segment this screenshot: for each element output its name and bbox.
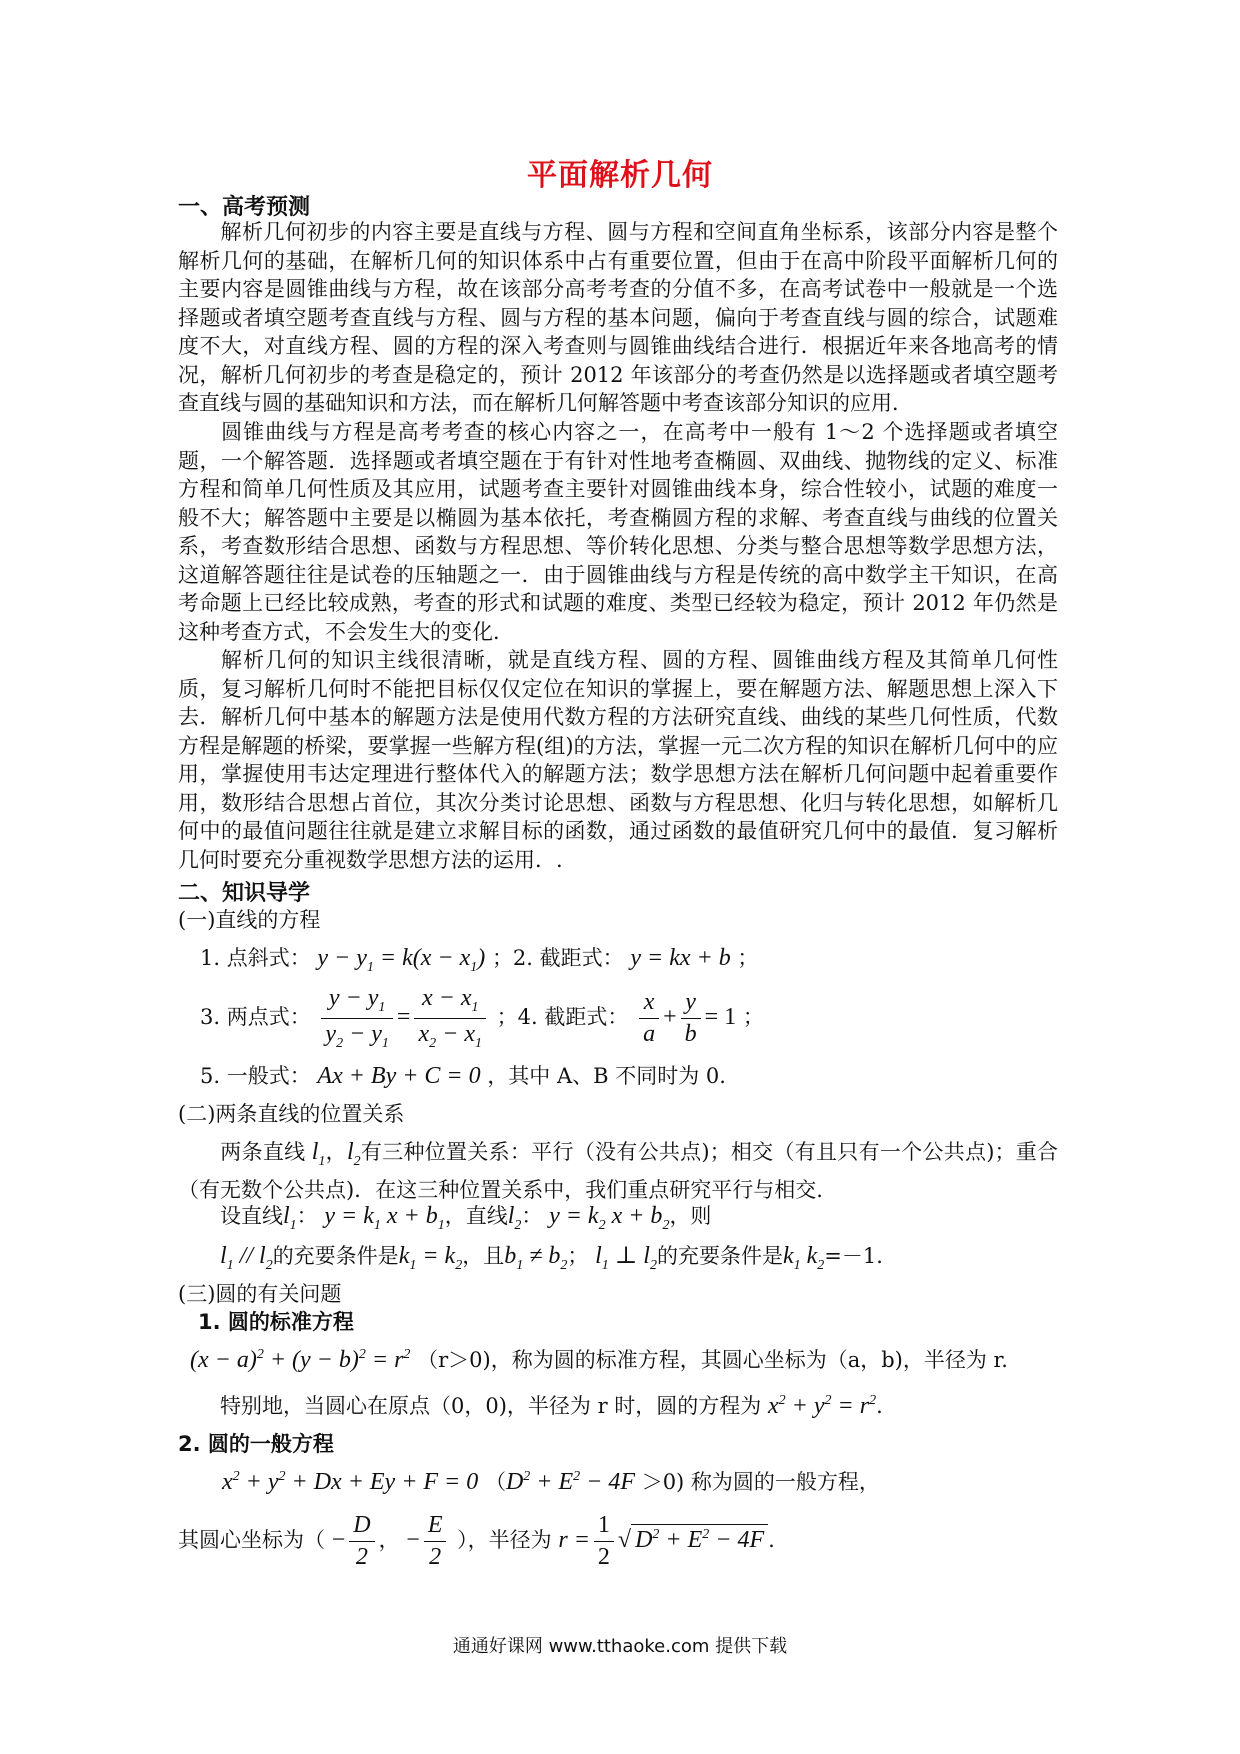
intercept-x-fraction: $\frac{x}{a}$ bbox=[639, 989, 659, 1048]
formula-row-2: 3. 两点式： $\frac{y - y_1}{y_2 - y_1}$ = $\frac{x - x_1}{x_2 - x_1}$ ；4. 截距式： $\frac{x}{a}$ + $\frac{y}{b}$ = 1 ； bbox=[200, 985, 764, 1051]
heading-general-circle: 2. 圆的一般方程 bbox=[178, 1432, 334, 1456]
general-form-formula: Ax + By + C = 0 bbox=[317, 1063, 481, 1089]
paragraph-2: 圆锥曲线与方程是高考考查的核心内容之一，在高考中一般有 1～2 个选择题或者填空题，一个解答题．选择题或者填空题在于有针对性地考查椭圆、双曲线、抛物线的定义、标准方程和简单几何性质及其应用，试题考查主要针对圆锥曲线本身，综合性较小，试题的难度一般不大；解答题中主要是以椭圆为基本依托，考查椭圆方程的求解、考查直线与曲线的位置关系，考查数形结合思想、函数与方程思想、等价转化思想、分类与整合思想等数学思想方法，这道解答题往往是试卷的压轴题之一．由于圆锥曲线与方程是传统的高中数学主干知识，在高考命题上已经比较成熟，考查的形式和试题的难度、类型已经较为稳定，预计 2012 年仍然是这种考查方式，不会发生大的变化． bbox=[178, 420, 1058, 644]
point-slope-formula: $y - y_1 = k(x - x_1)$ bbox=[317, 945, 486, 975]
section-heading-knowledge: 二、知识导学 bbox=[178, 881, 311, 906]
general-circle-row: $x^2 + y^2 + Dx + Ey + F = 0$ $(D^2 + E^2 - 4F >0)$ 称为圆的一般方程， bbox=[222, 1469, 880, 1495]
subheading-circle: (三)圆的有关问题 bbox=[178, 1282, 342, 1306]
two-point-formula-left: $\frac{y - y_1}{y_2 - y_1}$ bbox=[321, 985, 393, 1052]
origin-circle-formula: $x^2 + y^2 = r^2$ bbox=[768, 1393, 877, 1419]
standard-circle-row: $(x - a)^2 + (y - b)^2 = r^2$ （r＞0)，称为圆的标准方程，其圆心坐标为（a，b)，半径为 r. bbox=[190, 1347, 1008, 1373]
formula-row-1: 1. 点斜式： $y - y_1 = k(x - x_1)$ ；2. 截距式： y = kx + b ； bbox=[200, 945, 759, 975]
footer-source: 通通好课网 www.tthaoke.com 提供下载 bbox=[452, 1636, 788, 1657]
two-point-formula-right: $\frac{x - x_1}{x_2 - x_1}$ bbox=[414, 985, 486, 1052]
subheading-line-equations: (一)直线的方程 bbox=[178, 908, 321, 932]
general-circle-formula: $x^2 + y^2 + Dx + Ey + F = 0$ bbox=[222, 1469, 479, 1495]
slope-intercept-formula: y = kx + b bbox=[630, 945, 731, 971]
subheading-line-relations: (二)两条直线的位置关系 bbox=[178, 1102, 405, 1126]
intercept-y-fraction: $\frac{y}{b}$ bbox=[681, 989, 701, 1048]
standard-circle-formula: $(x - a)^2 + (y - b)^2 = r^2$ bbox=[190, 1347, 411, 1373]
parallel-perpendicular-conditions: $l_1 // l_2$的充要条件是$k_1 = k_2$，且$b_1 \ne b_2$； $l_1$ ⊥ $l_2$的充要条件是$k_1$ $k_2=-1$. bbox=[220, 1243, 883, 1273]
center-x-fraction: $\frac{D}{2}$ bbox=[349, 1512, 374, 1571]
origin-circle-row: 特别地，当圆心在原点（0，0)，半径为 r 时，圆的方程为 $x^2 + y^2 = r^2$. bbox=[220, 1393, 883, 1419]
page-title: 平面解析几何 bbox=[527, 158, 713, 193]
line-definitions: 设直线$l_1$： $y = k_1$ $x + b_1$，直线$l_2$： $y = k_2$ $x + b_2$，则 bbox=[220, 1203, 712, 1233]
formula-row-3: 5. 一般式： Ax + By + C = 0 ，其中 A、B 不同时为 0. bbox=[200, 1063, 726, 1089]
heading-standard-circle: 1. 圆的标准方程 bbox=[198, 1310, 354, 1334]
paragraph-1: 解析几何初步的内容主要是直线与方程、圆与方程和空间直角坐标系，该部分内容是整个解析几何的基础，在解析几何的知识体系中占有重要位置，但由于在高中阶段平面解析几何的主要内容是圆锥曲线与方程，故在该部分高考考查的分值不多，在高考试卷中一般就是一个选择题或者填空题考查直线与方程、圆与方程的基本问题，偏向于考查直线与圆的综合，试题难度不大，对直线方程、圆的方程的深入考查则与圆锥曲线结合进行．根据近年来各地高考的情况，解析几何初步的考查是稳定的，预计 2012 年该部分的考查仍然是以选择题或者填空题考查直线与圆的基础知识和方法，而在解析几何解答题中考查该部分知识的应用． bbox=[178, 220, 1058, 415]
circle-center-radius-row: 其圆心坐标为（ − $\frac{D}{2}$ ， − $\frac{E}{2}$ ），半径为 r = $\frac{1}{2}$ √ $D^2 + E^2 - 4F$ . bbox=[178, 1512, 775, 1570]
paragraph-3: 解析几何的知识主线很清晰，就是直线方程、圆的方程、圆锥曲线方程及其简单几何性质，复习解析几何时不能把目标仅仅定位在知识的掌握上，要在解题方法、解题思想上深入下去．解析几何中基本的解题方法是使用代数方程的方法研究直线、曲线的某些几何性质，代数方程是解题的桥梁，要掌握一些解方程(组)的方法，掌握一元二次方程的知识在解析几何中的应用，掌握使用韦达定理进行整体代入的解题方法；数学思想方法在解析几何问题中起着重要作用，数形结合思想占首位，其次分类讨论思想、函数与方程思想、化归与转化思想，如解析几何中的最值问题往往就是建立求解目标的函数，通过函数的最值研究几何中的最值．复习解析几何时要充分重视数学思想方法的运用．. bbox=[178, 648, 1058, 872]
relations-paragraph: 两条直线 $l_1$，$l_2$有三种位置关系：平行（没有公共点)；相交（有且只有一个公共点)；重合（有无数个公共点)．在这三种位置关系中，我们重点研究平行与相交. bbox=[178, 1139, 1059, 1203]
radius-formula: r = bbox=[558, 1527, 590, 1553]
section-heading-forecast: 一、高考预测 bbox=[178, 195, 311, 220]
center-y-fraction: $\frac{E}{2}$ bbox=[424, 1512, 447, 1571]
